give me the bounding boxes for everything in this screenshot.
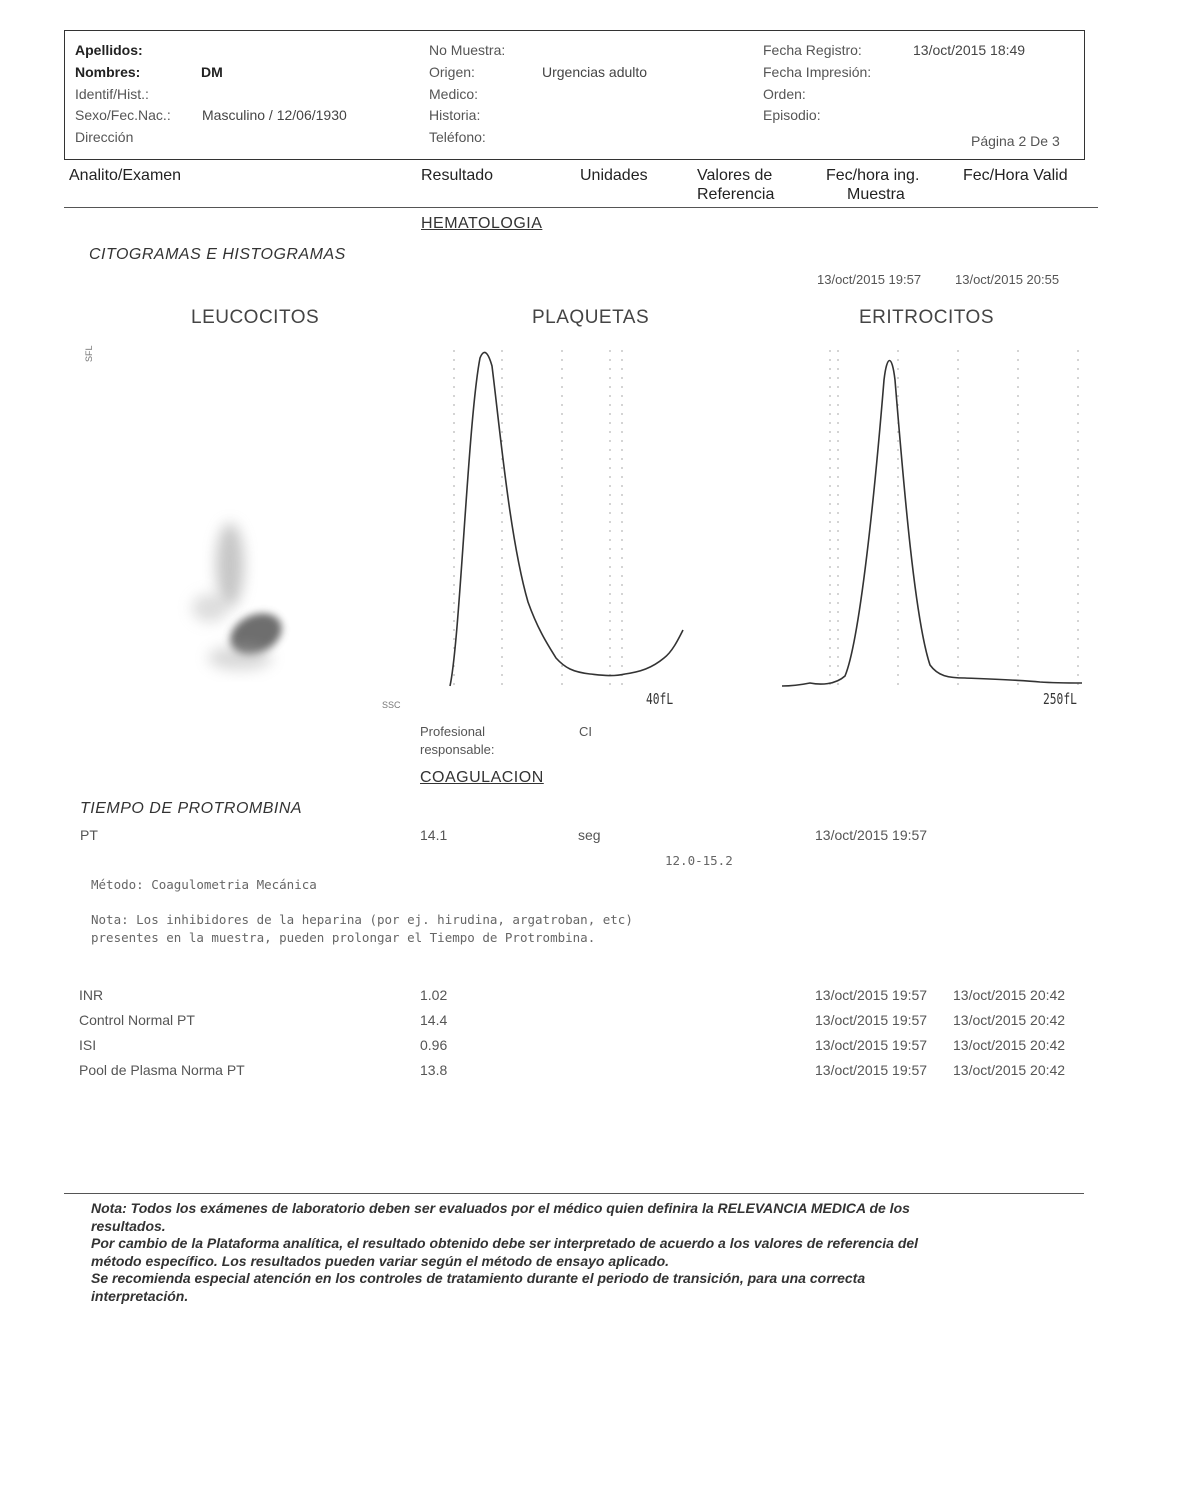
row-fecha-valid: 13/oct/2015 20:42 — [953, 1037, 1066, 1053]
sexo-label: Sexo/Fec.Nac.: — [75, 107, 171, 123]
row-name: INR — [79, 987, 104, 1003]
axis-ssc-label: SSC — [382, 700, 401, 710]
eritrocitos-curve — [782, 361, 1082, 687]
row-result: 13.8 — [420, 1062, 448, 1078]
row-fecha-valid: 13/oct/2015 20:42 — [953, 987, 1066, 1003]
row-result: 0.96 — [420, 1037, 448, 1053]
chart-title-eritrocitos: ERITROCITOS — [859, 307, 994, 328]
row-fecha-ing: 13/oct/2015 19:57 — [815, 1037, 928, 1053]
sexo-value: Masculino / 12/06/1930 — [202, 107, 347, 123]
col-valores-1: Valores de — [697, 167, 773, 184]
hema-fecha-ing: 13/oct/2015 19:57 — [817, 272, 922, 287]
plaquetas-scale-label: 40fL — [646, 690, 674, 708]
chart-title-leucocitos: LEUCOCITOS — [191, 307, 320, 328]
scatter-cluster-lower — [208, 646, 272, 670]
direccion-label: Dirección — [75, 129, 134, 145]
row-fecha-valid: 13/oct/2015 20:42 — [953, 1062, 1066, 1078]
footer-line: resultados. — [91, 1217, 166, 1234]
eritrocitos-scale-label: 250fL — [1043, 690, 1077, 708]
origen-label: Origen: — [429, 64, 475, 80]
eritrocitos-histogram — [780, 340, 1085, 700]
footer-divider — [64, 1193, 1084, 1194]
episodio-label: Episodio: — [763, 107, 821, 123]
scatter-cluster-upper — [216, 523, 244, 607]
hema-fecha-valid: 13/oct/2015 20:55 — [955, 272, 1060, 287]
col-fec-valid: Fec/Hora Valid — [963, 167, 1068, 184]
row-fecha-valid: 13/oct/2015 20:42 — [953, 1012, 1066, 1028]
page-number: Página 2 De 3 — [971, 133, 1060, 149]
pt-result: 14.1 — [420, 827, 448, 843]
section-coagulacion: COAGULACION — [420, 769, 544, 786]
row-fecha-ing: 13/oct/2015 19:57 — [815, 1062, 928, 1078]
nombres-label: Nombres: — [75, 64, 141, 80]
row-fecha-ing: 13/oct/2015 19:57 — [815, 1012, 928, 1028]
col-valores-2: Referencia — [697, 186, 775, 203]
telefono-label: Teléfono: — [429, 129, 486, 145]
footer-line: interpretación. — [91, 1287, 189, 1304]
nombres-value: DM — [201, 64, 223, 80]
col-fec-ing-2: Muestra — [847, 186, 905, 203]
pt-name: PT — [80, 827, 98, 843]
col-fec-ing-1: Fec/hora ing. — [826, 167, 920, 184]
no-muestra-label: No Muestra: — [429, 42, 506, 58]
row-name: Pool de Plasma Norma PT — [79, 1062, 245, 1078]
plaquetas-curve — [450, 352, 683, 686]
footer-line: Se recomienda especial atención en los controles de tratamiento durante el periodo de transición, para una correcta — [91, 1270, 866, 1286]
header-divider — [64, 207, 1098, 208]
leucocitos-scattergram — [170, 490, 310, 690]
scatter-cluster-left — [192, 594, 228, 622]
row-name: ISI — [79, 1037, 97, 1053]
axis-sfl-label: SFL — [84, 345, 94, 362]
ci-label: CI — [579, 724, 592, 739]
section-hematologia: HEMATOLOGIA — [421, 215, 543, 232]
col-unidades: Unidades — [580, 167, 648, 184]
footer-note — [91, 1200, 918, 1305]
pt-referencia: 12.0-15.2 — [665, 853, 733, 868]
footer-line: Nota: Todos los exámenes de laboratorio deben ser evaluados por el médico quien definira la RELEVANCIA MEDICA de los — [91, 1200, 910, 1216]
col-analito: Analito/Examen — [69, 167, 182, 184]
historia-label: Historia: — [429, 107, 481, 123]
origen-value: Urgencias adulto — [542, 64, 648, 80]
fecha-registro-value: 13/oct/2015 18:49 — [913, 42, 1026, 58]
medico-label: Medico: — [429, 86, 479, 102]
nota-line-2: presentes en la muestra, pueden prolongar el Tiempo de Protrombina. — [91, 930, 596, 945]
apellidos-label: Apellidos: — [75, 42, 143, 58]
profesional-label-1: Profesional — [420, 724, 486, 739]
row-name: Control Normal PT — [79, 1012, 195, 1028]
subsection-citogramas: CITOGRAMAS E HISTOGRAMAS — [89, 246, 346, 263]
pt-fecha-ing: 13/oct/2015 19:57 — [815, 827, 928, 843]
fecha-impresion-label: Fecha Impresión: — [763, 64, 872, 80]
row-fecha-ing: 13/oct/2015 19:57 — [815, 987, 928, 1003]
subsection-protrombina: TIEMPO DE PROTROMBINA — [80, 800, 303, 817]
chart-title-plaquetas: PLAQUETAS — [532, 307, 650, 328]
orden-label: Orden: — [763, 86, 806, 102]
profesional-label-2: responsable: — [420, 742, 495, 757]
identif-label: Identif/Hist.: — [75, 86, 149, 102]
row-result: 14.4 — [420, 1012, 448, 1028]
row-result: 1.02 — [420, 987, 448, 1003]
pt-units: seg — [578, 827, 601, 843]
metodo-text: Método: Coagulometria Mecánica — [91, 877, 317, 892]
footer-line: Por cambio de la Plataforma analítica, el resultado obtenido debe ser interpretado de acuerdo a los valores de referencia del — [91, 1235, 919, 1251]
nota-line-1: Nota: Los inhibidores de la heparina (por ej. hirudina, argatroban, etc) — [91, 912, 633, 927]
footer-line: método específico. Los resultados pueden variar según el método de ensayo aplicado. — [91, 1252, 670, 1269]
plaquetas-histogram — [440, 340, 690, 700]
fecha-registro-label: Fecha Registro: — [763, 42, 862, 58]
col-resultado: Resultado — [421, 167, 494, 184]
